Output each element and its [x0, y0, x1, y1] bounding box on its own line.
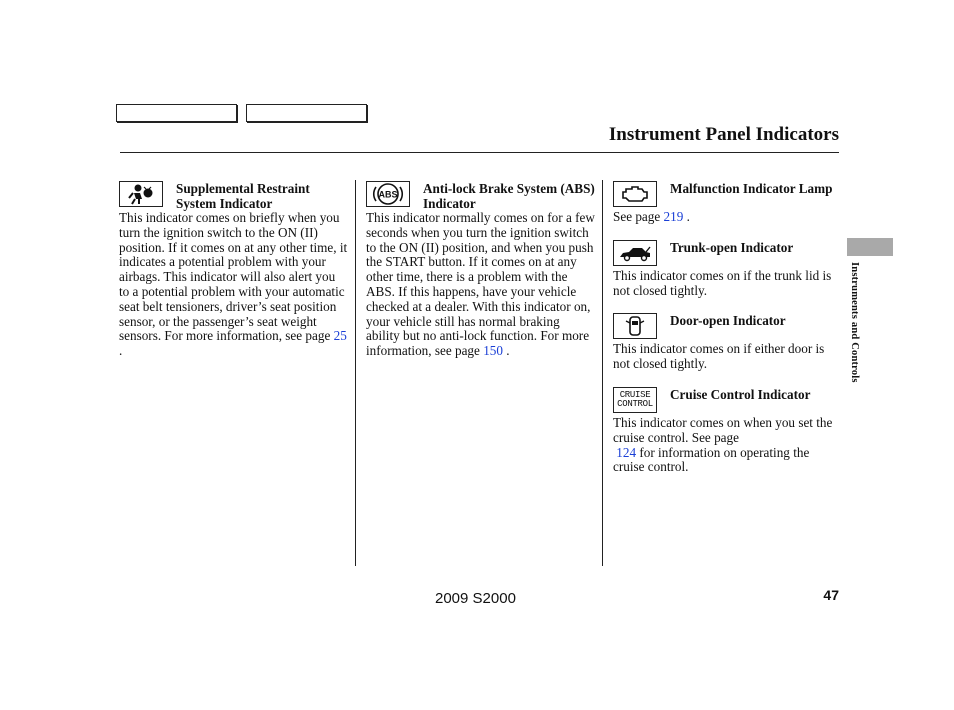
column-divider [602, 180, 603, 566]
section-body: This indicator normally comes on for a few seconds when you turn the ignition switch to the ON (II) position, and when you push the START button. If it comes on at any other time, there is a problem with the ABS. If this happens, have your vehicle checked at a dealer. With this indicator on, your vehicle still has normal braking ability but no anti-lock function. For more information, see page 150 . [366, 210, 595, 359]
nav-button-previous[interactable] [116, 104, 237, 122]
page-link[interactable]: 124 [616, 444, 637, 460]
footer-model: 2009 S2000 [435, 590, 516, 607]
section-body: This indicator comes on briefly when you turn the ignition switch to the ON (II) position. If it comes on at any other time, it indicates a potential problem with your airbags. This indicator will also alert you to a potential problem with your automatic seat belt tensioners, driver’s seat position sensor, or the passenger’s seat weight sensors. For more information, see page 25 . [119, 210, 348, 359]
column-divider [355, 180, 356, 566]
chapter-tab[interactable] [847, 238, 893, 256]
section-mil [613, 180, 839, 225]
section-srs [119, 180, 348, 359]
door-open-icon [613, 313, 657, 339]
section-door [613, 312, 839, 372]
cruise-control-icon: CRUISE CONTROL [613, 387, 657, 413]
section-title: Door-open Indicator [670, 313, 786, 329]
section-body: This indicator comes on if the trunk lid is not closed tightly. [613, 267, 832, 298]
chapter-label: Instruments and Controls [849, 262, 860, 383]
abs-icon [366, 181, 410, 207]
page-number: 47 [823, 587, 839, 603]
section-body: This indicator comes on when you set the cruise control. See page 124 for information on operating the cruise control. [613, 414, 833, 475]
svg-text:ABS: ABS [378, 189, 398, 200]
column-left [119, 180, 348, 359]
section-body: This indicator comes on if either door is not closed tightly. [613, 341, 825, 372]
page-link[interactable]: 25 [333, 328, 347, 344]
section-body: See page 219 . [613, 209, 690, 224]
page-title: Instrument Panel Indicators [608, 124, 839, 145]
title-rule [120, 152, 839, 153]
section-title: Supplemental Restraint System Indicator [176, 181, 310, 211]
section-title: Anti-lock Brake System (ABS) Indicator [423, 181, 595, 211]
section-title: Malfunction Indicator Lamp [670, 181, 833, 196]
section-abs [366, 180, 595, 359]
column-middle [366, 180, 595, 359]
engine-icon [613, 181, 657, 207]
section-cruise [613, 386, 839, 475]
nav-button-next[interactable] [246, 104, 367, 122]
trunk-open-icon [613, 240, 657, 266]
page-link[interactable]: 150 [483, 343, 503, 359]
section-trunk [613, 239, 839, 299]
section-title: Cruise Control Indicator [670, 386, 811, 402]
column-right [613, 180, 839, 475]
section-title: Trunk-open Indicator [670, 239, 794, 255]
page-link[interactable]: 219 [663, 209, 684, 224]
airbag-icon [119, 181, 163, 207]
